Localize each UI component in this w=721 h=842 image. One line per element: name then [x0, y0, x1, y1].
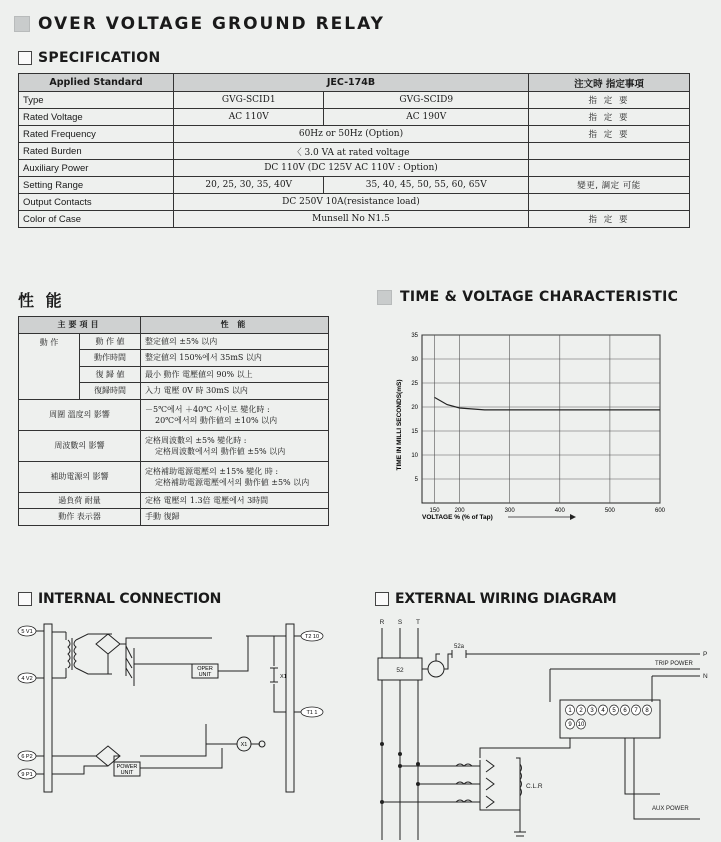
spec-value: GVG-SCID9	[324, 92, 529, 109]
internal-connection-diagram	[16, 616, 336, 796]
relay-terminal-numbers	[566, 705, 652, 729]
spec-label: Color of Case	[19, 211, 174, 228]
terminal-number: 2	[579, 708, 583, 714]
perf-group-label: 動 作	[19, 333, 80, 399]
perf-value: 定格 電壓의 1.3倍 電壓에서 3時間	[141, 492, 329, 509]
spec-note	[529, 143, 690, 160]
chart-grid	[422, 335, 660, 503]
spec-label: Rated Frequency	[19, 126, 174, 143]
table-row	[19, 461, 329, 492]
spec-label: Type	[19, 92, 174, 109]
internal-section-heading	[18, 591, 221, 607]
oper-unit-label: UNIT	[198, 672, 212, 678]
spec-value: GVG-SCID1	[174, 92, 324, 109]
chart-x-tick: 400	[554, 508, 565, 514]
table-row	[19, 109, 690, 126]
power-unit-label: UNIT	[120, 770, 134, 776]
table-row	[19, 492, 329, 509]
chart-arrow-icon	[570, 514, 576, 520]
perf-section-title: 性 能	[18, 291, 65, 310]
title-square-icon	[14, 16, 30, 32]
terminal-label: T2 10	[304, 634, 320, 640]
setting-taps	[126, 646, 132, 678]
transformer-primary	[68, 640, 70, 668]
spec-table	[18, 73, 690, 228]
spec-header-order: 注文時 指定事項	[529, 74, 690, 92]
spec-note: 指 定 要	[529, 92, 690, 109]
perf-sub-label: 動作時間	[80, 350, 141, 367]
chart-x-tick: 300	[504, 508, 515, 514]
internal-square-icon	[18, 592, 32, 606]
phase-label: T	[416, 619, 420, 626]
chart-y-ticks	[411, 333, 418, 483]
perf-line: －5℃에서 ＋40℃ 사이로 變化時 :	[145, 404, 270, 414]
spec-label: Rated Burden	[19, 143, 174, 160]
perf-label: 過負荷 耐量	[19, 492, 141, 509]
perf-header-row	[19, 317, 329, 334]
page-title: OVER VOLTAGE GROUND RELAY	[38, 14, 385, 34]
perf-sub-label: 復歸時間	[80, 383, 141, 400]
spec-label: Output Contacts	[19, 194, 174, 211]
terminal-number: 6	[623, 708, 627, 714]
perf-sub-label: 動 作 値	[80, 333, 141, 350]
perf-table	[18, 316, 329, 526]
chart-x-tick: 150	[429, 508, 440, 514]
chart-y-tick: 30	[411, 357, 418, 363]
clr-resistors	[486, 760, 494, 808]
external-section-heading	[375, 591, 616, 607]
spec-value: 35, 40, 45, 50, 55, 60, 65V	[324, 177, 529, 194]
terminal-label: 4 V2	[21, 676, 33, 682]
n-label: N	[703, 673, 708, 680]
spec-value: AC 110V	[174, 109, 324, 126]
table-row	[19, 333, 329, 350]
clr-label: C.L.R	[526, 783, 543, 790]
transformer-secondary	[74, 640, 76, 668]
spec-value: AC 190V	[324, 109, 529, 126]
spec-note: 變更, 調定 可能	[529, 177, 690, 194]
terminal-label: T1 1	[306, 710, 318, 716]
table-row	[19, 177, 690, 194]
perf-value: 整定値의 150%에서 35mS 以内	[141, 350, 329, 367]
internal-section-title: INTERNAL CONNECTION	[38, 591, 222, 607]
perf-value	[141, 461, 329, 492]
spec-note	[529, 194, 690, 211]
perf-label: 補助電源의 影響	[19, 461, 141, 492]
trip-power-label: TRIP POWER	[655, 661, 693, 667]
spec-value: DC 250V 10A(resistance load)	[174, 194, 529, 211]
spec-section-title: SPECIFICATION	[38, 50, 161, 66]
terminal-number: 10	[577, 722, 585, 728]
time-voltage-chart	[390, 325, 690, 530]
spec-note	[529, 160, 690, 177]
spec-label: Rated Voltage	[19, 109, 174, 126]
spec-label: Setting Range	[19, 177, 174, 194]
spec-header-jec: JEC-174B	[174, 74, 529, 92]
external-section-title: EXTERNAL WIRING DIAGRAM	[395, 591, 617, 607]
perf-line: 20℃에서의 動作値의 ±10% 以内	[155, 415, 278, 425]
spec-value: DC 110V (DC 125V AC 110V : Option)	[174, 160, 529, 177]
chart-plot-frame	[422, 335, 660, 503]
spec-label: Auxiliary Power	[19, 160, 174, 177]
chart-x-tick: 500	[604, 508, 615, 514]
table-row	[19, 194, 690, 211]
perf-label: 動作 表示器	[19, 509, 141, 526]
spec-value: 〈 3.0 VA at rated voltage	[174, 143, 529, 160]
page-title-block	[14, 14, 385, 34]
breaker-52-label: 52	[396, 667, 404, 674]
chart-series-line	[435, 397, 661, 410]
perf-value: 最小 動作 電壓値의 90% 以上	[141, 366, 329, 383]
perf-line: 定格周波數에서의 動作値 ±5% 以内	[155, 446, 286, 456]
table-row	[19, 211, 690, 228]
contact-52a	[452, 650, 466, 658]
table-row	[19, 160, 690, 177]
rectifier-bridge-top	[96, 634, 120, 654]
chart-section-title: TIME & VOLTAGE CHARACTERISTIC	[400, 289, 679, 305]
spec-square-icon	[18, 51, 32, 65]
spec-note: 指 定 要	[529, 109, 690, 126]
phase-label: S	[397, 619, 403, 626]
right-terminal-bar	[286, 624, 294, 792]
perf-value: 整定値의 ±5% 以内	[141, 333, 329, 350]
spec-section-heading	[18, 50, 160, 66]
table-row	[19, 399, 329, 430]
perf-value	[141, 430, 329, 461]
trip-coil	[428, 661, 444, 677]
chart-x-label: VOLTAGE % (% of Tap)	[422, 514, 493, 521]
perf-header-perf: 性 能	[141, 317, 329, 334]
oper-unit-label: OPER	[197, 666, 213, 672]
terminal-number: 9	[568, 722, 572, 728]
terminal-number: 8	[645, 708, 649, 714]
perf-value: 手動 復歸	[141, 509, 329, 526]
terminal-number: 7	[634, 708, 638, 714]
perf-line: 定格周波數의 ±5% 變化時 :	[145, 435, 247, 445]
external-square-icon	[375, 592, 389, 606]
perf-value	[141, 399, 329, 430]
table-row	[19, 509, 329, 526]
x1-coil-label: X1	[240, 742, 248, 748]
p-label: P	[703, 651, 708, 658]
perf-label: 周圍 溫度의 影響	[19, 399, 141, 430]
chart-square-icon	[377, 290, 392, 305]
perf-line: 定格補助電源電壓의 ±15% 變化 時 :	[145, 466, 279, 476]
spec-value: 20, 25, 30, 35, 40V	[174, 177, 324, 194]
chart-x-tick: 600	[654, 508, 666, 514]
chart-section-heading	[377, 289, 678, 305]
power-unit-label: POWER	[116, 764, 138, 770]
aux-power-label: AUX POWER	[652, 806, 689, 812]
chart-y-tick: 20	[411, 405, 418, 411]
terminal-number: 3	[590, 708, 594, 714]
chart-y-tick: 35	[411, 333, 418, 339]
chart-x-tick: 200	[454, 508, 465, 514]
phase-label: R	[379, 619, 385, 626]
chart-y-tick: 10	[411, 453, 418, 459]
ct-transformers	[456, 764, 472, 802]
terminal-label: 5 V1	[21, 629, 33, 635]
x1-contact	[270, 668, 278, 682]
x1-contact-label: X1	[280, 674, 287, 680]
spec-value: Munsell No N1.5	[174, 211, 529, 228]
perf-header-item: 主要項目	[19, 317, 141, 334]
spec-header-row	[19, 74, 690, 92]
chart-y-tick: 5	[414, 477, 418, 483]
left-terminal-bar	[44, 624, 52, 792]
table-row	[19, 143, 690, 160]
external-wiring-diagram	[370, 614, 710, 840]
table-row	[19, 126, 690, 143]
terminal-number: 4	[601, 708, 605, 714]
spec-note: 指 定 要	[529, 126, 690, 143]
chart-y-label: TIME IN MILLI SECONDS(mS)	[396, 379, 403, 471]
chart-y-tick: 25	[411, 381, 418, 387]
perf-sub-label: 復 歸 値	[80, 366, 141, 383]
terminal-label: 9 P1	[21, 772, 33, 778]
terminal-number: 5	[612, 708, 616, 714]
perf-label: 周波數의 影響	[19, 430, 141, 461]
chart-y-tick: 15	[411, 429, 418, 435]
perf-value: 入力 電壓 0V 時 30mS 以内	[141, 383, 329, 400]
perf-line: 定格補助電源電壓에서의 動作値 ±5% 以内	[155, 477, 310, 487]
contact-52a-label: 52a	[453, 644, 465, 650]
table-row	[19, 430, 329, 461]
terminal-number: 1	[568, 708, 572, 714]
spec-header-standard: Applied Standard	[19, 74, 174, 92]
terminal-label: 6 P2	[21, 754, 33, 760]
spec-note: 指 定 要	[529, 211, 690, 228]
spec-value: 60Hz or 50Hz (Option)	[174, 126, 529, 143]
table-row	[19, 92, 690, 109]
